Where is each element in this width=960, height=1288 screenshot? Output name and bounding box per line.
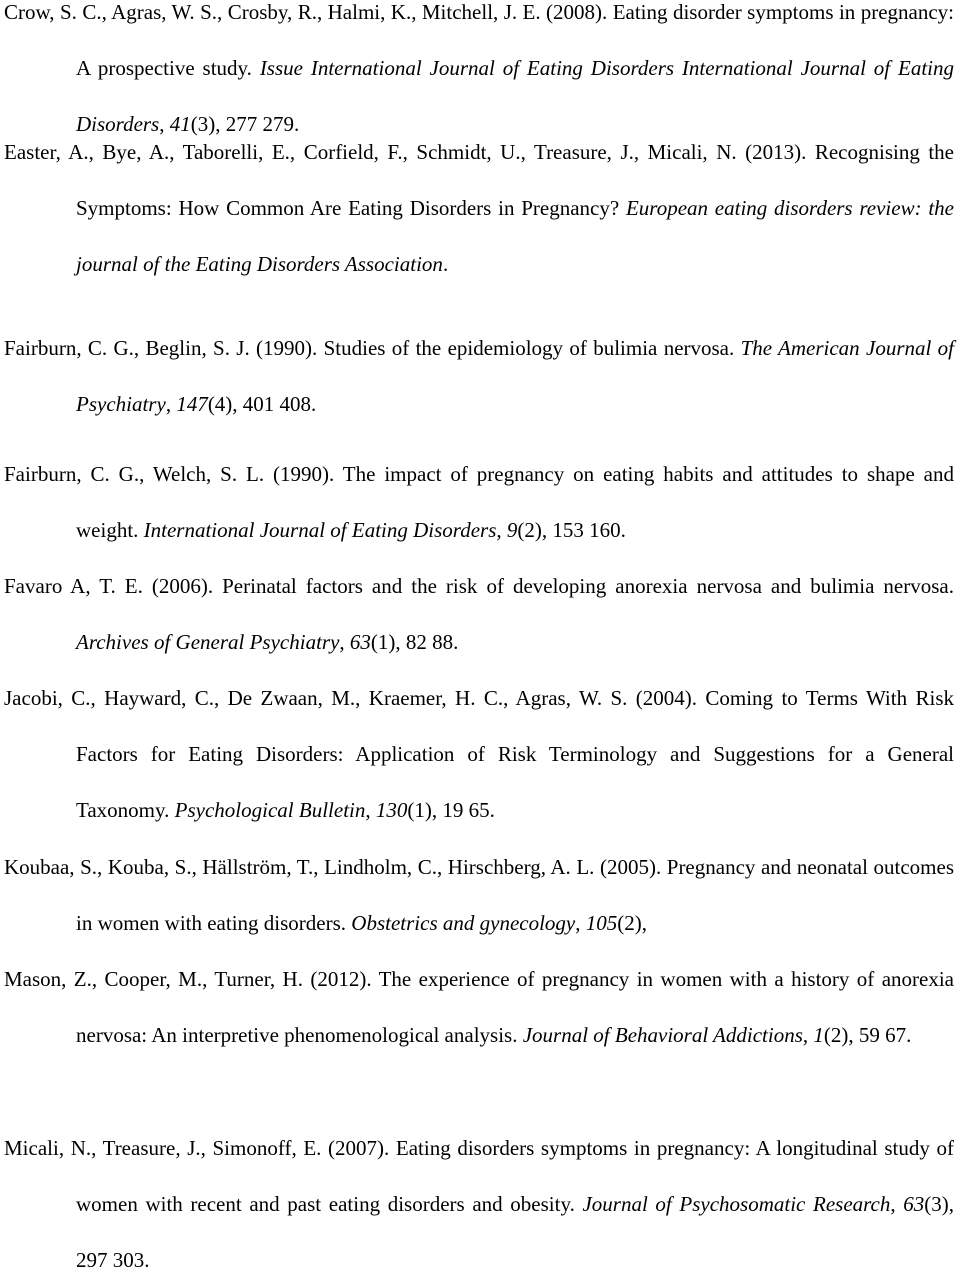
reference-entry <box>4 446 954 558</box>
reference-italic-text: Archives of General Psychiatry <box>76 630 340 654</box>
reference-text: (3), 277 279. <box>190 112 300 136</box>
reference-text: , <box>339 630 350 654</box>
reference-text: , <box>802 1023 814 1047</box>
reference-text: . <box>442 252 449 276</box>
reference-entry <box>4 670 954 838</box>
reference-text: , <box>496 518 507 542</box>
reference-text: (2), 153 160. <box>517 518 626 542</box>
reference-text: Fairburn, C. G., Welch, S. L. (1990). The impact of pregnancy on eating habits and attitudes to shape and weight. <box>4 462 954 542</box>
reference-entry <box>4 1120 954 1288</box>
reference-entry <box>4 558 954 670</box>
reference-italic-text: 41 <box>169 112 191 136</box>
reference-italic-text: 63 <box>903 1192 925 1216</box>
reference-text: (2), 59 67. <box>823 1023 912 1047</box>
reference-text: (4), 401 408. <box>207 392 317 416</box>
reference-italic-text: Obstetrics and gynecology <box>351 911 576 935</box>
reference-italic-text: International Journal of Eating Disorders <box>143 518 497 542</box>
reference-italic-text: 147 <box>176 392 208 416</box>
reference-text: , <box>575 911 586 935</box>
reference-italic-text: 63 <box>349 630 371 654</box>
reference-italic-text: European eating disorders review: the journal of the Eating Disorders Association <box>76 196 954 276</box>
reference-text: Easter, A., Bye, A., Taborelli, E., Corfield, F., Schmidt, U., Treasure, J., Micali, N. (2013). Recognising the Symptoms: How Common Are Eating Disorders in Pregnancy? <box>4 140 954 220</box>
reference-text: Micali, N., Treasure, J., Simonoff, E. (2007). Eating disorders symptoms in pregnancy: A longitudinal study of women with recent and past eating disorders and obesity. <box>4 1136 954 1216</box>
reference-text: , <box>365 798 376 822</box>
reference-text: (1), 19 65. <box>407 798 495 822</box>
reference-italic-text: Psychological Bulletin <box>174 798 366 822</box>
reference-italic-text: The American Journal of Psychiatry <box>76 336 954 416</box>
reference-entry <box>4 951 954 1063</box>
reference-entry <box>4 320 954 432</box>
reference-italic-text: 105 <box>585 911 618 935</box>
reference-text: (1), 82 88. <box>370 630 459 654</box>
reference-text: , <box>890 1192 904 1216</box>
reference-text: Jacobi, C., Hayward, C., De Zwaan, M., Kraemer, H. C., Agras, W. S. (2004). Coming to Terms With Risk Factors for Eating Disorders: Application of Risk Terminology and Suggestions for a General Taxonomy. <box>4 686 954 822</box>
reference-italic-text: Journal of Behavioral Addictions <box>522 1023 803 1047</box>
reference-italic-text: 1 <box>813 1023 824 1047</box>
reference-italic-text: 9 <box>506 518 518 542</box>
reference-italic-text: Journal of Psychosomatic Research <box>582 1192 891 1216</box>
reference-text: (2), <box>617 911 647 935</box>
reference-text: , <box>159 112 170 136</box>
reference-text: , <box>165 392 177 416</box>
reference-text: Fairburn, C. G., Beglin, S. J. (1990). Studies of the epidemiology of bulimia nervosa. <box>4 336 741 360</box>
reference-italic-text: 130 <box>375 798 408 822</box>
reference-entry <box>4 839 954 951</box>
reference-text: (3), 297 303. <box>76 1192 954 1272</box>
reference-text: Mason, Z., Cooper, M., Turner, H. (2012). The experience of pregnancy in women with a history of anorexia nervosa: An interpretive phenomenological analysis. <box>4 967 954 1047</box>
reference-italic-text: Issue International Journal of Eating Disorders International Journal of Eating Disorders <box>76 56 954 136</box>
reference-entry <box>4 124 954 292</box>
reference-text: Crow, S. C., Agras, W. S., Crosby, R., Halmi, K., Mitchell, J. E. (2008). Eating disorder symptoms in pregnancy: A prospective study. <box>4 0 954 80</box>
reference-text: Koubaa, S., Kouba, S., Hällström, T., Lindholm, C., Hirschberg, A. L. (2005). Pregnancy and neonatal outcomes in women with eating disorders. <box>4 855 954 935</box>
reference-text: Favaro A, T. E. (2006). Perinatal factors and the risk of developing anorexia nervosa and bulimia nervosa. <box>4 574 954 598</box>
